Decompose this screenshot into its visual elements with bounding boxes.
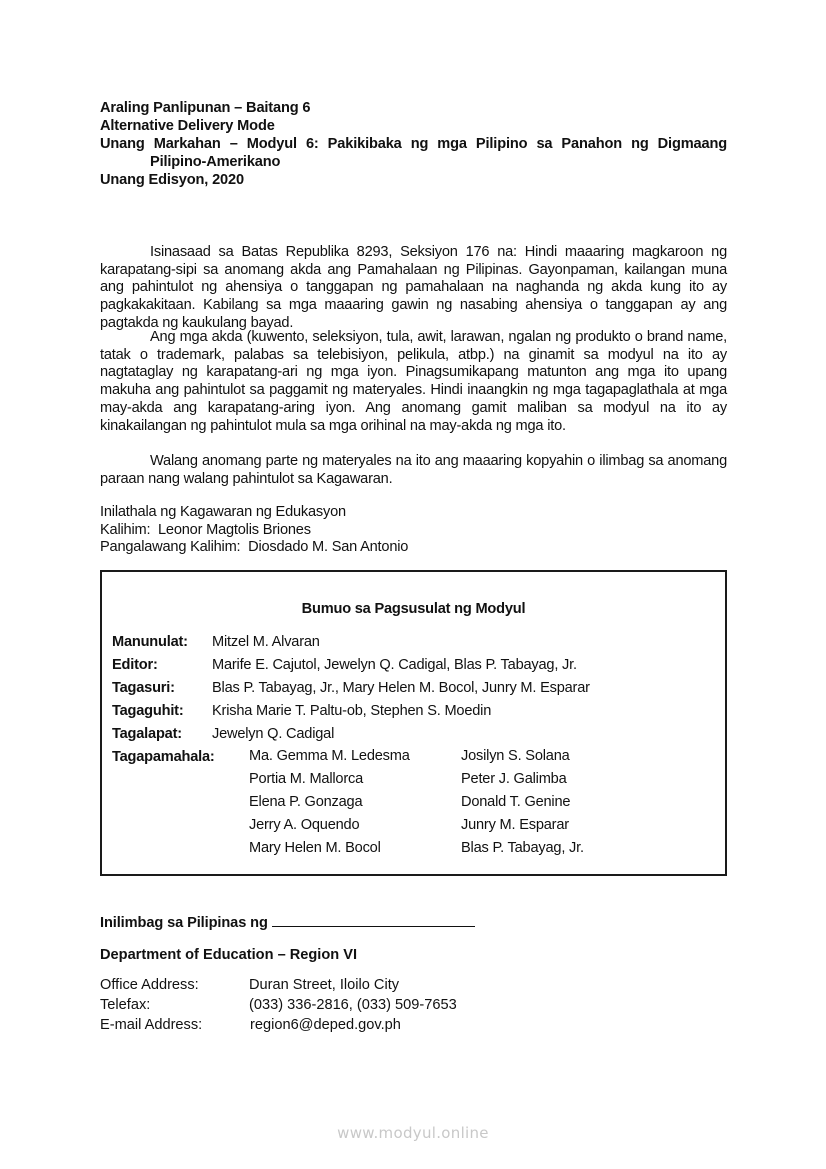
module-header xyxy=(100,99,727,189)
manager-name: Mary Helen M. Bocol xyxy=(249,840,381,856)
credit-row-reviewer xyxy=(112,680,590,696)
printer-blank-line xyxy=(272,912,475,927)
credit-value: Jewelyn Q. Cadigal xyxy=(212,726,335,742)
manager-name: Donald T. Genine xyxy=(461,794,571,810)
subject-grade: Araling Panlipunan – Baitang 6 xyxy=(100,100,311,116)
credit-row-illustrator xyxy=(112,703,491,719)
contact-value: (033) 336-2816, (033) 509-7653 xyxy=(249,997,457,1013)
manager-name: Portia M. Mallorca xyxy=(249,771,363,787)
manager-name: Josilyn S. Solana xyxy=(461,748,570,764)
credit-label: Tagaguhit: xyxy=(112,703,184,719)
printed-in-line: Inilimbag sa Pilipinas ng xyxy=(100,912,475,931)
contact-value: Duran Street, Iloilo City xyxy=(249,977,400,993)
module-title: Unang Markahan – Modyul 6: Pakikibaka ng mga Pilipino sa Panahon ng Digmaang xyxy=(100,136,727,152)
credit-label: Tagapamahala: xyxy=(112,749,215,765)
credit-row-layout xyxy=(112,726,334,742)
credit-label: Tagalapat: xyxy=(112,726,182,742)
manager-name: Peter J. Galimba xyxy=(461,771,567,787)
credit-label: Tagasuri: xyxy=(112,680,175,696)
credit-row-writer xyxy=(112,634,320,650)
publisher-line: Inilathala ng Kagawaran ng Edukasyon xyxy=(100,504,346,520)
contact-office-address xyxy=(100,977,399,993)
contact-email xyxy=(100,1017,401,1033)
credits-title: Bumuo sa Pagsusulat ng Modyul xyxy=(301,601,526,617)
credit-value: Krisha Marie T. Paltu-ob, Stephen S. Moedin xyxy=(212,703,492,719)
delivery-mode: Alternative Delivery Mode xyxy=(100,118,275,134)
manager-name: Junry M. Esparar xyxy=(461,817,569,833)
credits-box xyxy=(100,570,727,876)
copyright-paragraph-3: Walang anomang parte ng materyales na ito ang maaaring kopyahin o ilimbag sa anomang paraan nang walang pahintulot sa Kagawaran. xyxy=(100,453,727,487)
secretary-line: Kalihim: Leonor Magtolis Briones xyxy=(100,521,311,538)
credit-value: Mitzel M. Alvaran xyxy=(212,634,320,650)
credit-row-managers xyxy=(112,749,215,765)
watermark: www.modyul.online xyxy=(337,1124,489,1142)
contact-telefax xyxy=(100,997,457,1013)
contact-value: region6@deped.gov.ph xyxy=(250,1017,401,1033)
manager-name: Blas P. Tabayag, Jr. xyxy=(461,840,584,856)
copyright-paragraph-2: Ang mga akda (kuwento, seleksiyon, tula, awit, larawan, ngalan ng produkto o brand name, tatak o trademark, palabas sa telebisiyon, pelikula, atbp.) na ginamit sa modyul na ito ay nagtataglay ng karapatang-ari ng mga iyon. Pinagsumikapang matunton ang mga ito upang makuha ang pahintulot sa paggamit ng materyales. Hindi inaangkin ng mga tagapaglathala at mga may-akda ang karapatang-aring iyon. Ang anomang gamit maliban sa modyul na ito ay kinakailangan ng pahintulot mula sa mga orihinal na may-akda ng mga ito. xyxy=(100,329,727,434)
managers-column-2 xyxy=(461,745,584,860)
manager-name: Jerry A. Oquendo xyxy=(249,817,360,833)
contact-key: E-mail Address: xyxy=(100,1017,203,1033)
contact-key: Telefax: xyxy=(100,997,151,1013)
credit-label: Manunulat: xyxy=(112,634,188,650)
manager-name: Ma. Gemma M. Ledesma xyxy=(249,748,410,764)
credit-value: Blas P. Tabayag, Jr., Mary Helen M. Bocol, Junry M. Esparar xyxy=(212,680,590,696)
edition: Unang Edisyon, 2020 xyxy=(100,172,244,188)
credit-label: Editor: xyxy=(112,657,158,673)
manager-name: Elena P. Gonzaga xyxy=(249,794,363,810)
publisher-info xyxy=(100,504,408,557)
contact-key: Office Address: xyxy=(100,977,199,993)
deped-region: Department of Education – Region VI xyxy=(100,947,358,963)
module-title-continued: Pilipino-Amerikano xyxy=(150,154,281,170)
credit-value: Marife E. Cajutol, Jewelyn Q. Cadigal, Blas P. Tabayag, Jr. xyxy=(212,657,577,673)
managers-column-1 xyxy=(249,745,410,860)
undersecretary-line: Pangalawang Kalihim: Diosdado M. San Antonio xyxy=(100,539,409,556)
credit-row-editor xyxy=(112,657,577,673)
copyright-paragraph-1: Isinasaad sa Batas Republika 8293, Seksiyon 176 na: Hindi maaaring magkaroon ng karapatang-sipi sa anomang akda ang Pamahalaan ng Pilipinas. Gayonpaman, kailangan muna ang pahintulot ng ahensiya o tanggapan ng pamahalaan na naghanda ng akda kung ito ay pagkakakitaan. Kabilang sa mga maaaring gawin ng nasabing ahensiya o tanggapan ay ang pagtakda ng kaukulang bayad. xyxy=(100,244,727,331)
